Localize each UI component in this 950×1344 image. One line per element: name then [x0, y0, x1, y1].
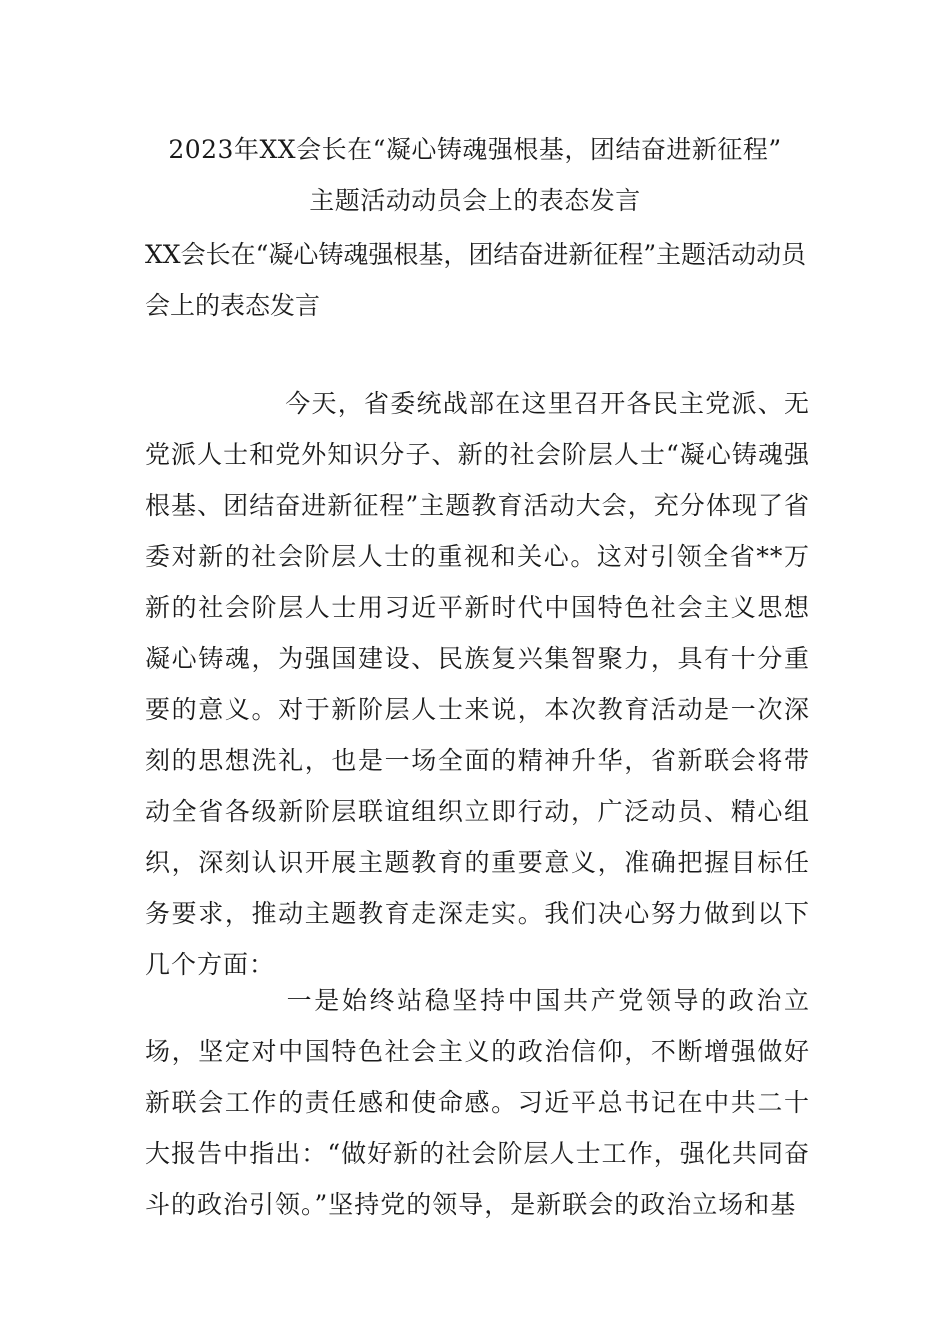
document-title-line-2: 主题活动动员会上的表态发言 — [309, 186, 641, 215]
document-subtitle: XX会长在“凝心铸魂强根基，团结奋进新征程”主题活动动员会上的表态发言 — [145, 240, 807, 320]
body-paragraph-2 — [145, 975, 810, 1230]
body-paragraph-1-text: 今天，省委统战部在这里召开各民主党派、无党派人士和党外知识分子、新的社会阶层人士“凝心铸魂强根基、团结奋进新征程”主题教育活动大会，充分体现了省委对新的社会阶层人士的重视和关心。这对引领全省**万新的社会阶层人士用习近平新时代中国特色社会主义思想凝心铸魂，为强国建设、民族复兴集智聚力，具有十分重要的意义。对于新阶层人士来说，本次教育活动是一次深刻的思想洗礼，也是一场全面的精神升华，省新联会将带动全省各级新阶层联谊组织立即行动，广泛动员、精心组织，深刻认识开展主题教育的重要意义，准确把握目标任务要求，推动主题教育走深走实。我们决心努力做到以下几个方面： — [145, 389, 810, 979]
body-paragraph-1 — [145, 378, 810, 990]
body-paragraph-2-text: 一是始终站稳坚持中国共产党领导的政治立场，坚定对中国特色社会主义的政治信仰，不断增强做好新联会工作的责任感和使命感。习近平总书记在中共二十大报告中指出：“做好新的社会阶层人士工作，强化共同奋斗的政治引领。”坚持党的领导，是新联会的政治立场和基 — [145, 986, 810, 1219]
document-title-line-1: 2023年XX会长在“凝心铸魂强根基，团结奋进新征程” — [168, 135, 782, 164]
